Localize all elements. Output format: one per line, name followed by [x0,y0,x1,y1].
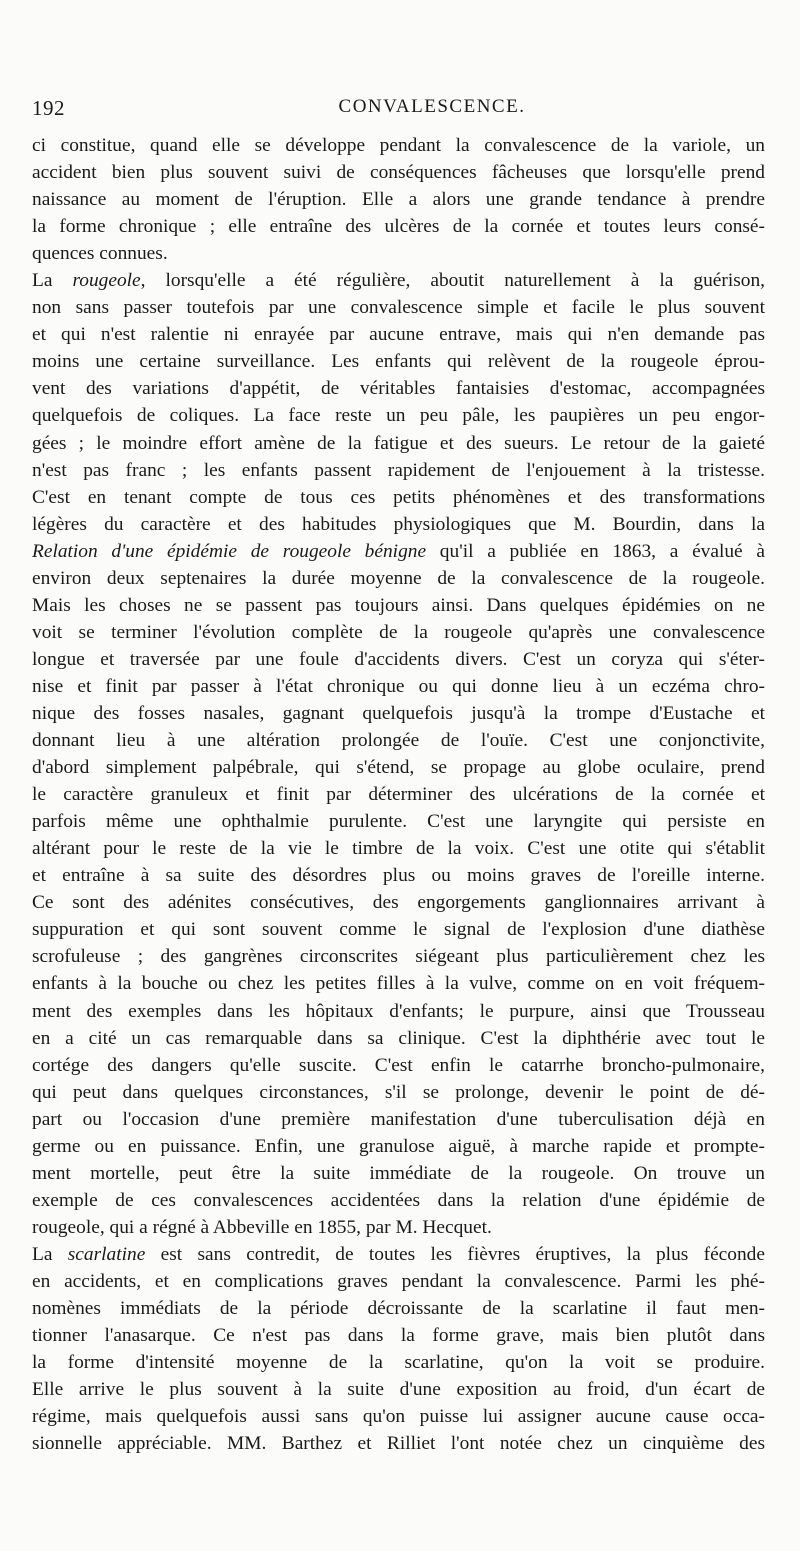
text-line: longue et traversée par une foule d'accidents divers. C'est un coryza qui s'éter- [32,648,765,670]
text-line: environ deux septenaires la durée moyenne de la convalescence de la rougeole. [32,567,765,589]
text-line: quelquefois de coliques. La face reste un peu pâle, les paupières un peu engor- [32,405,765,427]
text-line: enfants à la bouche ou chez les petites filles à la vulve, comme on en voit fréquem- [32,973,765,995]
text-line: et qui n'est ralentie ni enrayée par aucune entrave, mais qui n'en demande pas [32,324,765,346]
text-line: scrofuleuse ; des gangrènes circonscrites siégeant plus particulièrement chez les [32,946,765,968]
text-line: accident bien plus souvent suivi de conséquences fâcheuses que lorsqu'elle prend [32,162,765,184]
text-line: vent des variations d'appétit, de véritables fantaisies d'estomac, accompagnées [32,378,765,400]
paragraph-1 [32,132,765,267]
text-line: cortége des dangers qu'elle suscite. C'est enfin le catarrhe broncho-pulmonaire, [32,1054,765,1076]
text-line: légères du caractère et des habitudes physiologiques que M. Bourdin, dans la [32,513,765,535]
text-line: qui peut dans quelques circonstances, s'il se prolonge, devenir le point de dé- [32,1081,765,1103]
text-line: altérant pour le reste de la vie le timbre de la voix. C'est une otite qui s'établit [32,838,765,860]
text-line: donnant lieu à une altération prolongée de l'ouïe. C'est une conjonctivite, [32,730,765,752]
text-line: ment mortelle, peut être la suite immédiate de la rougeole. On trouve un [32,1162,765,1184]
text-line: suppuration et qui sont souvent comme le signal de l'explosion d'une diathèse [32,919,765,941]
text-line: C'est en tenant compte de tous ces petits phénomènes et des transformations [32,486,765,508]
text-line: germe ou en puissance. Enfin, une granulose aiguë, à marche rapide et prompte- [32,1135,765,1157]
text-line: ment des exemples dans les hôpitaux d'enfants; le purpure, ainsi que Trousseau [32,1000,765,1022]
paragraph-2 [32,267,765,1241]
italic-text: Relation d'une épidémie de rougeole bénigne [32,540,427,562]
text-line: nise et finit par passer à l'état chronique ou qui donne lieu à un eczéma chro- [32,675,765,697]
text-line: le caractère granuleux et finit par déterminer des ulcérations de la cornée et [32,784,765,806]
text-line: en a cité un cas remarquable dans sa clinique. C'est la diphthérie avec tout le [32,1027,765,1049]
text-line: exemple de ces convalescences accidentées dans la relation d'une épidémie de [32,1189,765,1211]
italic-text: rougeole [72,270,141,292]
running-title: CONVALESCENCE. [338,96,526,117]
italic-text: scarlatine [67,1243,146,1265]
text-line: voit se terminer l'évolution complète de la rougeole qu'après une convalescence [32,621,765,643]
text-line: Elle arrive le plus souvent à la suite d'une exposition au froid, d'un écart de [32,1379,765,1401]
text-line: Ce sont des adénites consécutives, des engorgements ganglionnaires arrivant à [32,892,765,914]
text-line: gées ; le moindre effort amène de la fatigue et des sueurs. Le retour de la gaieté [32,432,765,454]
text-line: la forme d'intensité moyenne de la scarlatine, qu'on la voit se produire. [32,1352,765,1374]
text-line: rougeole, qui a régné à Abbeville en 1855, par M. Hecquet. [32,1216,492,1238]
text-line: ci constitue, quand elle se développe pendant la convalescence de la variole, un [32,135,765,156]
text-line: parfois même une ophthalmie purulente. C'est une laryngite qui persiste en [32,811,765,833]
page-number: 192 [32,96,65,120]
text-line: non sans passer toutefois par une convalescence simple et facile le plus souvent [32,297,765,319]
text-line: tionner l'anasarque. Ce n'est pas dans la forme grave, mais bien plutôt dans [32,1325,765,1347]
text-line: en accidents, et en complications graves pendant la convalescence. Parmi les phé- [32,1270,765,1292]
text-line: régime, mais quelquefois aussi sans qu'on puisse lui assigner aucune cause occa- [32,1406,765,1428]
paragraph-3 [32,1241,765,1457]
text-line: n'est pas franc ; les enfants passent rapidement de l'enjouement à la tristesse. [32,459,765,481]
text-line: et entraîne à sa suite des désordres plus ou moins graves de l'oreille interne. [32,865,765,887]
text-line: nomènes immédiats de la période décroissante de la scarlatine il faut men- [32,1298,765,1320]
text-line: la forme chronique ; elle entraîne des ulcères de la cornée et toutes leurs consé- [32,216,765,238]
text-line: La scarlatine est sans contredit, de toutes les fièvres éruptives, la plus féconde [32,1243,765,1265]
text-line: La rougeole, lorsqu'elle a été régulière, aboutit naturellement à la guérison, [32,270,765,292]
text-line: quences connues. [32,243,168,265]
text-line: nique des fosses nasales, gagnant quelquefois jusqu'à la trompe d'Eustache et [32,702,765,724]
text-line: Mais les choses ne se passent pas toujours ainsi. Dans quelques épidémies on ne [32,594,765,616]
text-line: d'abord simplement palpébrale, qui s'étend, se propage au globe oculaire, prend [32,757,765,779]
body-text [32,132,765,1457]
text-line: part ou l'occasion d'une première manifestation d'une tuberculisation déjà en [32,1108,765,1130]
text-line: naissance au moment de l'éruption. Elle a alors une grande tendance à prendre [32,189,765,211]
text-line: sionnelle appréciable. MM. Barthez et Rilliet l'ont notée chez un cinquième des [32,1433,765,1455]
page-header [32,96,772,126]
text-line: moins une certaine surveillance. Les enfants qui relèvent de la rougeole éprou- [32,351,765,373]
text-line: Relation d'une épidémie de rougeole bénigne qu'il a publiée en 1863, a évalué à [32,540,765,562]
